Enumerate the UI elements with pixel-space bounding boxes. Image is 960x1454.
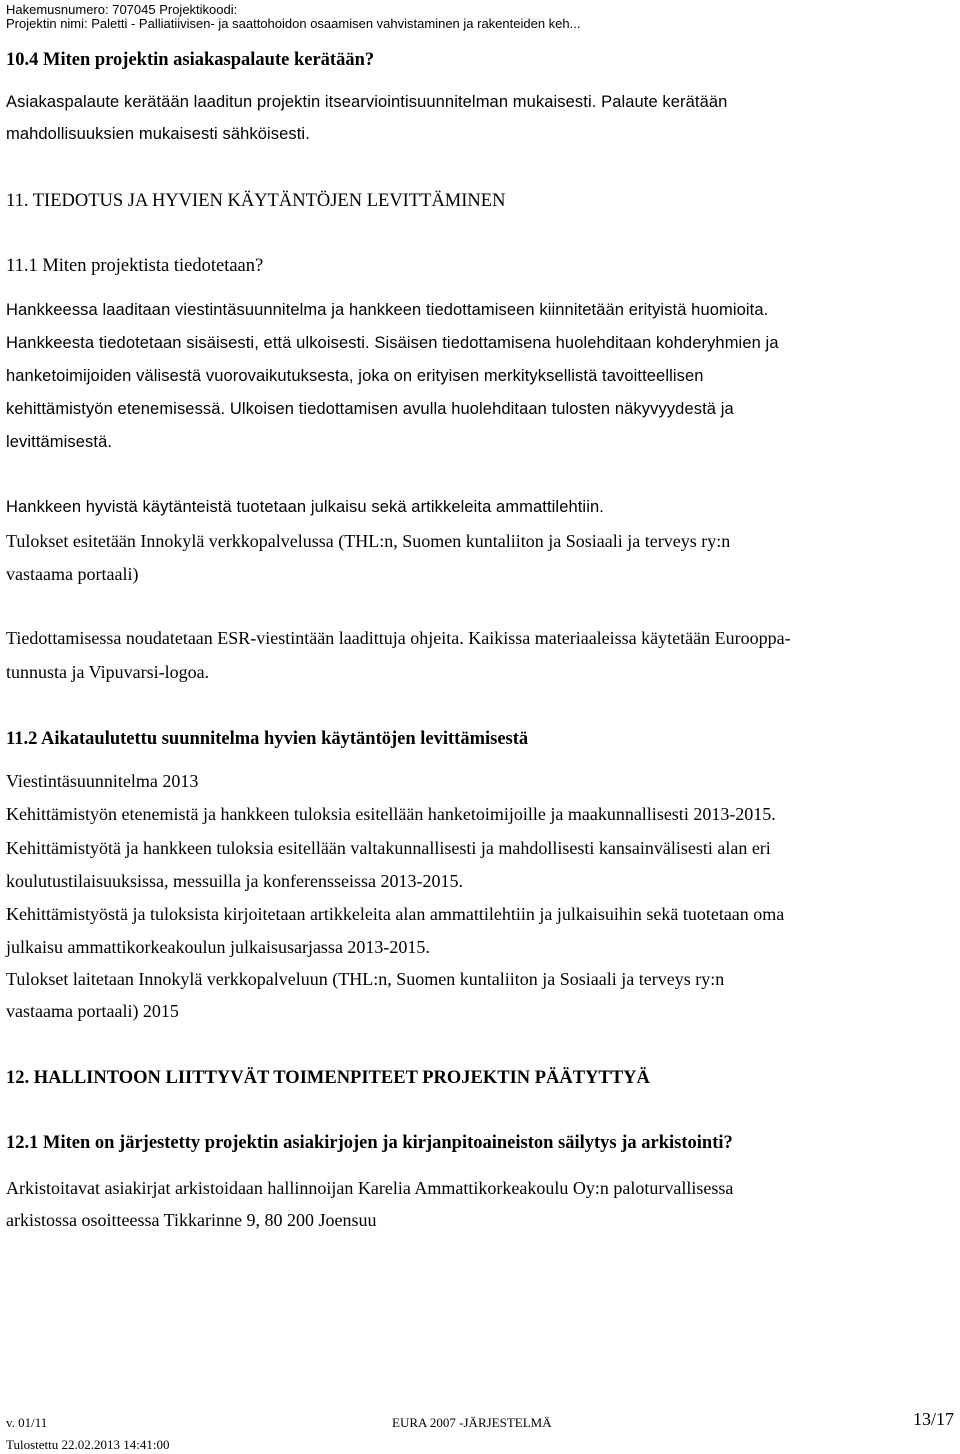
paragraph-line: tunnusta ja Vipuvarsi-logoa.	[6, 662, 210, 682]
paragraph-line: Kehittämistyöstä ja tuloksista kirjoitetaan artikkeleita alan ammattilehtiin ja julkaisuihin sekä tuotetaan oma	[6, 904, 785, 924]
heading-11: 11. TIEDOTUS JA HYVIEN KÄYTÄNTÖJEN LEVITTÄMINEN	[6, 191, 506, 211]
heading-12-1: 12.1 Miten on järjestetty projektin asiakirjojen ja kirjanpitoaineiston säilytys ja arkistointi?	[6, 1133, 733, 1153]
footer-system: EURA 2007 -JÄRJESTELMÄ	[392, 1415, 552, 1430]
footer-printed-timestamp: Tulostettu 22.02.2013 14:41:00	[6, 1437, 170, 1452]
paragraph-line: Hankkeessa laaditaan viestintäsuunnitelma ja hankkeen tiedottamiseen kiinnitetään erityistä huomioita.	[6, 301, 769, 319]
paragraph-line: Hankkeesta tiedotetaan sisäisesti, että ulkoisesti. Sisäisen tiedottamisena huolehditaan kohderyhmien ja	[6, 334, 779, 352]
paragraph-line: koulutustilaisuuksissa, messuilla ja konferensseissa 2013-2015.	[6, 871, 463, 891]
heading-10-4: 10.4 Miten projektin asiakaspalaute kerätään?	[6, 50, 375, 70]
paragraph-line: Tiedottamisessa noudatetaan ESR-viestintään laadittuja ohjeita. Kaikissa materiaaleissa käytetään Eurooppa-	[6, 628, 791, 648]
paragraph-line: hanketoimijoiden välisestä vuorovaikutuksesta, joka on erityisen merkityksellistä tavoitteellisen	[6, 367, 704, 385]
page-number: 13/17	[913, 1409, 955, 1429]
header-project-name: Projektin nimi: Paletti - Palliatiivisen- ja saattohoidon osaamisen vahvistaminen ja rakenteiden keh...	[6, 16, 581, 31]
paragraph-line: Asiakaspalaute kerätään laaditun projektin itsearviointisuunnitelman mukaisesti. Palaute kerätään	[6, 93, 728, 111]
paragraph-line: Tulokset esitetään Innokylä verkkopalvelussa (THL:n, Suomen kuntaliiton ja Sosiaali ja terveys ry:n	[6, 531, 731, 551]
paragraph-line: levittämisestä.	[6, 433, 113, 451]
paragraph-line: mahdollisuuksien mukaisesti sähköisesti.	[6, 125, 310, 143]
paragraph-line: vastaama portaali)	[6, 564, 139, 584]
paragraph-line: Kehittämistyön etenemistä ja hankkeen tuloksia esitellään hanketoimijoille ja maakunnallisesti 2013-2015.	[6, 804, 776, 824]
header-application-line: Hakemusnumero: 707045 Projektikoodi:	[6, 2, 238, 17]
paragraph-line: kehittämistyön etenemisessä. Ulkoisen tiedottamisen avulla huolehditaan tulosten näkyvyydestä ja	[6, 400, 734, 418]
paragraph-line: Hankkeen hyvistä käytänteistä tuotetaan julkaisu sekä artikkeleita ammattilehtiin.	[6, 498, 604, 516]
paragraph-line: Arkistoitavat asiakirjat arkistoidaan hallinnoijan Karelia Ammattikorkeakoulu Oy:n paloturvallisessa	[6, 1178, 734, 1198]
paragraph-line: Viestintäsuunnitelma 2013	[6, 771, 199, 791]
paragraph-line: arkistossa osoitteessa Tikkarinne 9, 80 200 Joensuu	[6, 1210, 377, 1230]
footer-version: v. 01/11	[6, 1415, 48, 1430]
heading-11-1: 11.1 Miten projektista tiedotetaan?	[6, 256, 264, 276]
paragraph-line: julkaisu ammattikorkeakoulun julkaisusarjassa 2013-2015.	[6, 937, 430, 957]
paragraph-line: vastaama portaali) 2015	[6, 1001, 179, 1021]
paragraph-line: Tulokset laitetaan Innokylä verkkopalveluun (THL:n, Suomen kuntaliiton ja Sosiaali ja terveys ry:n	[6, 969, 725, 989]
heading-12: 12. HALLINTOON LIITTYVÄT TOIMENPITEET PROJEKTIN PÄÄTYTTYÄ	[6, 1068, 650, 1088]
paragraph-line: Kehittämistyötä ja hankkeen tuloksia esitellään valtakunnallisesti ja mahdollisesti kansainvälisesti alan eri	[6, 838, 771, 858]
heading-11-2: 11.2 Aikataulutettu suunnitelma hyvien käytäntöjen levittämisestä	[6, 729, 529, 749]
